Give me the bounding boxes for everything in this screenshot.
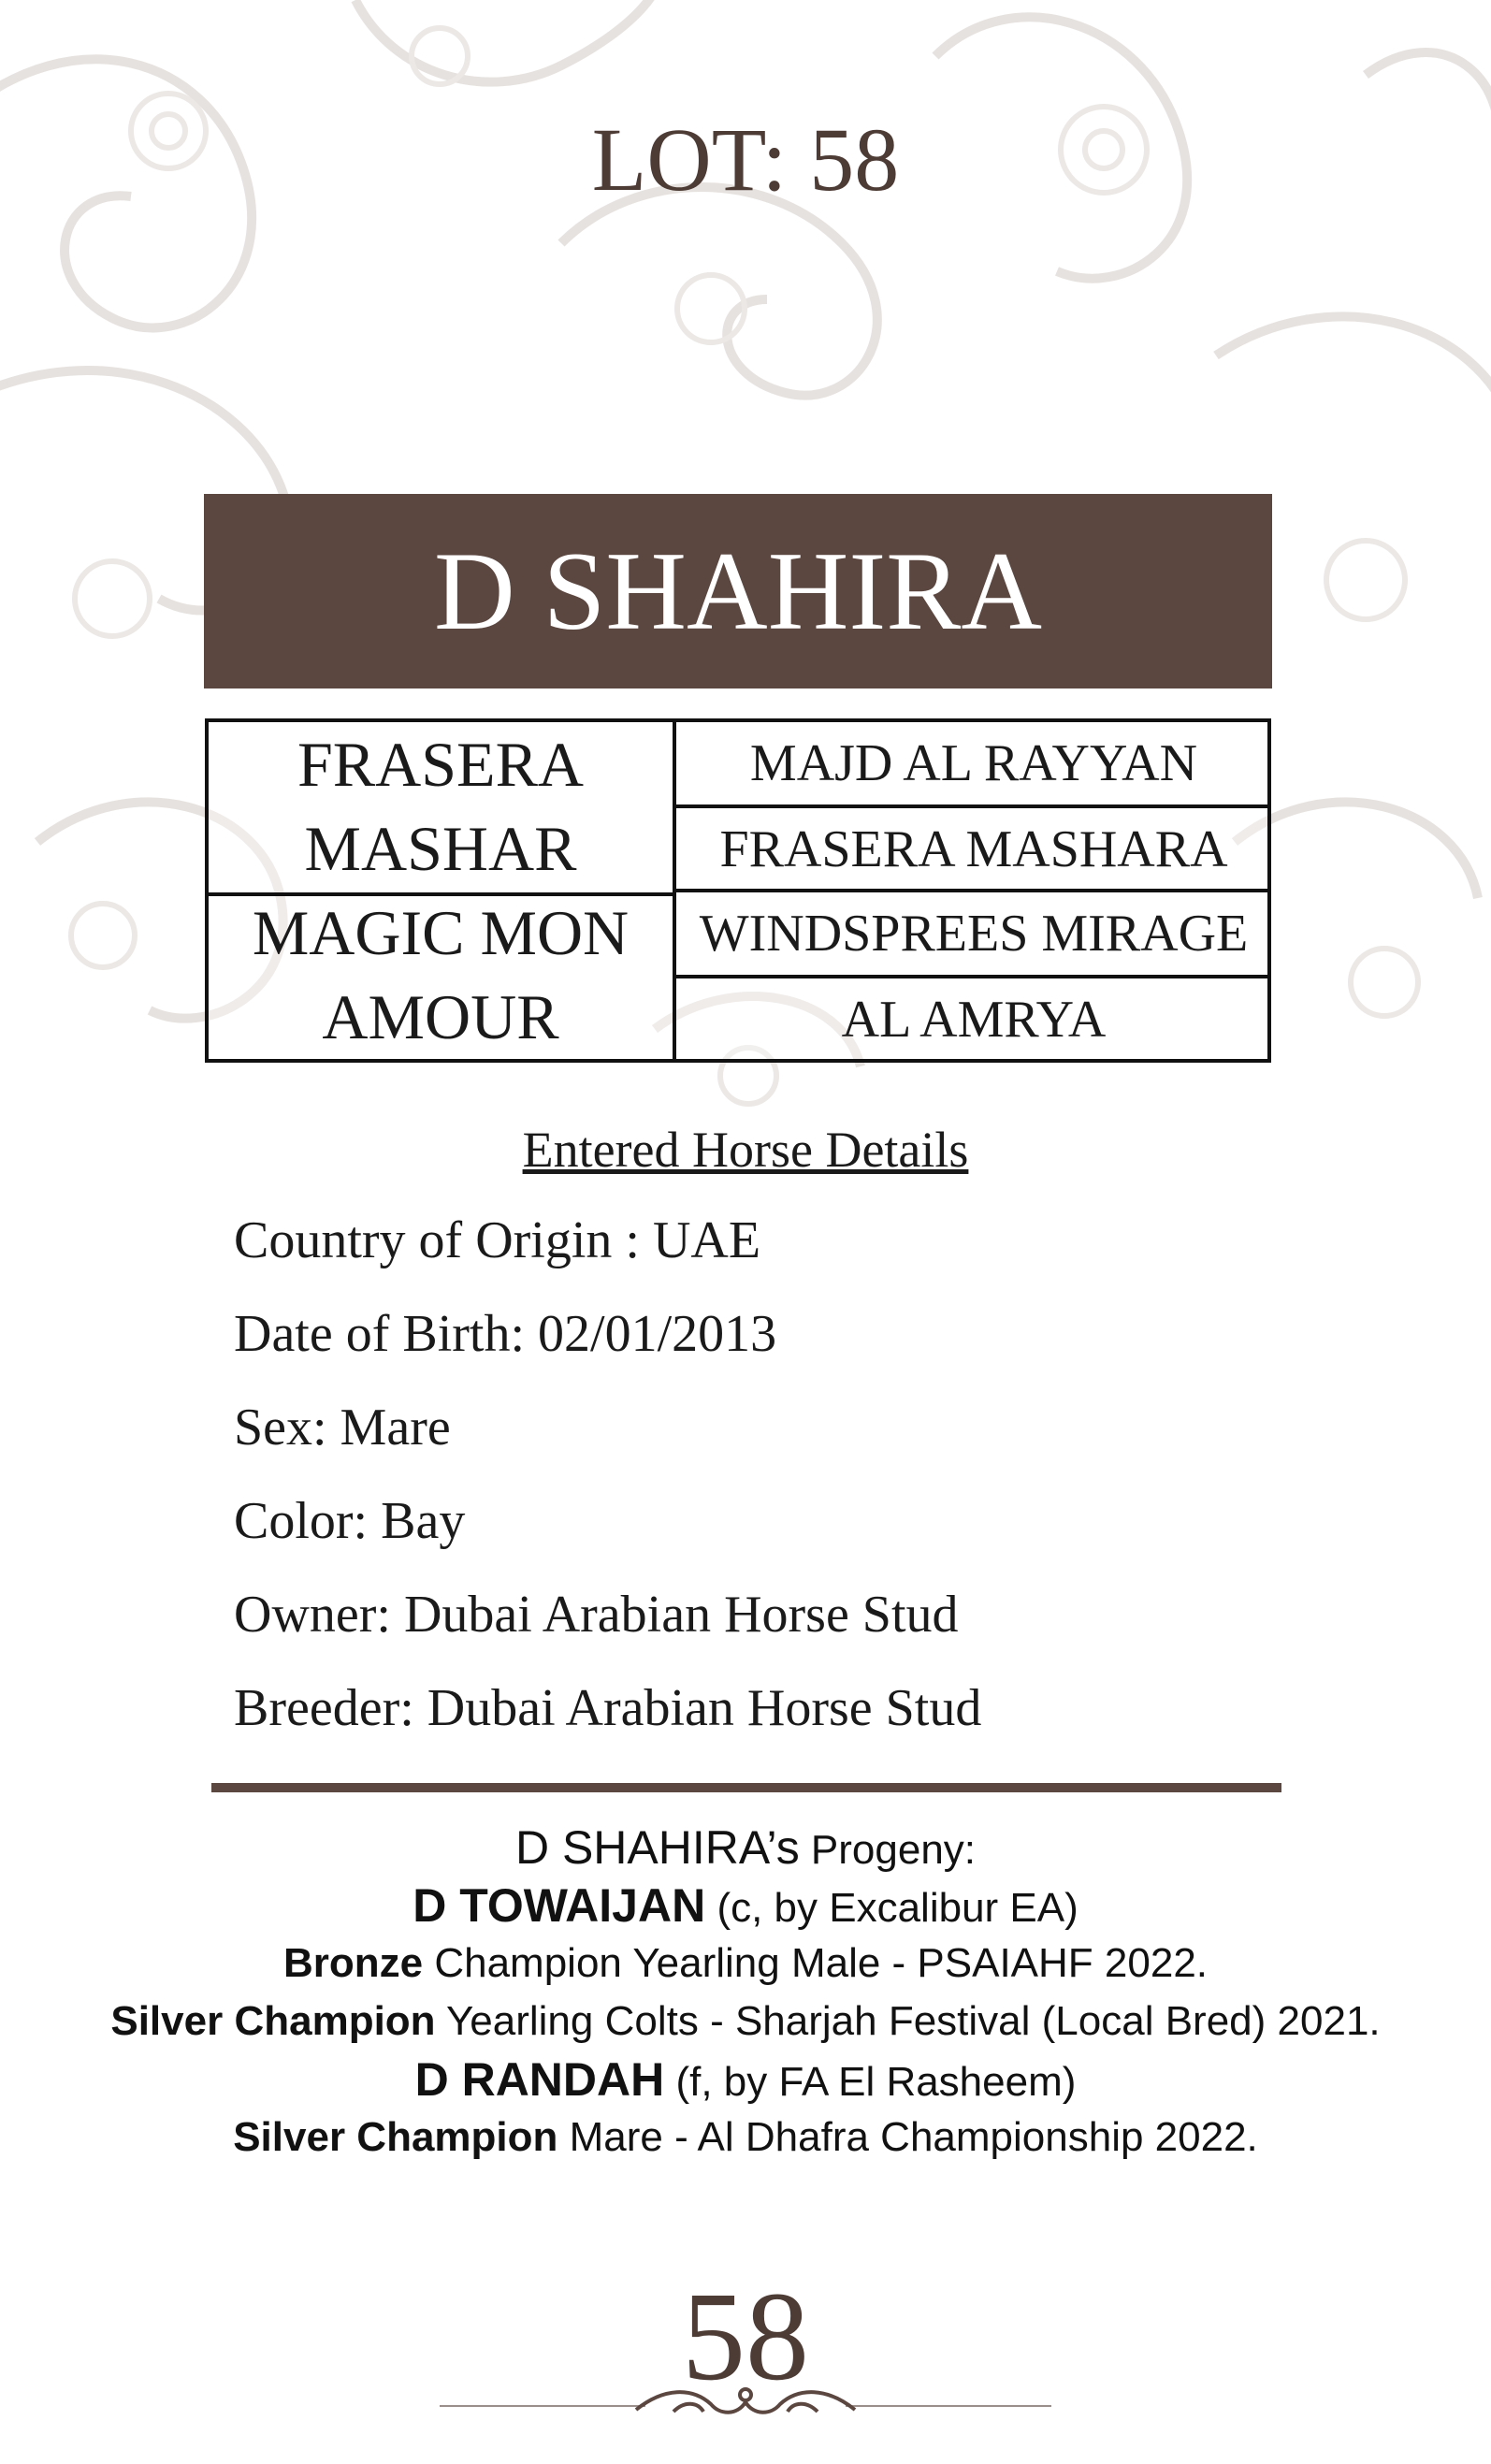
page-number: 58 bbox=[682, 2267, 809, 2407]
progeny-heading bbox=[0, 1819, 1491, 1877]
award-detail: Yearling Colts - Sharjah Festival (Local Bred) 2021. bbox=[435, 1998, 1381, 2044]
pedigree-sire bbox=[209, 722, 673, 892]
pedigree-divider-horizontal bbox=[209, 892, 676, 896]
offspring-award bbox=[0, 2109, 1491, 2167]
award-detail: Champion Yearling Male - PSAIAHF 2022. bbox=[423, 1940, 1209, 1986]
offspring-name-line bbox=[0, 2051, 1491, 2109]
pedigree-sire-dam: FRASERA MASHARA bbox=[719, 820, 1228, 878]
award-title: Silver Champion bbox=[233, 2114, 558, 2160]
pedigree-dam-sire: WINDSPREES MIRAGE bbox=[699, 905, 1249, 963]
offspring-name: D RANDAH bbox=[414, 2053, 665, 2106]
pedigree-sire-name: FRASERA MASHAR bbox=[297, 729, 585, 884]
offspring-name-line bbox=[0, 1877, 1491, 1935]
pedigree-sire-sire: MAJD AL RAYYAN bbox=[749, 734, 1198, 792]
offspring-info: (f, by FA El Rasheem) bbox=[664, 2059, 1077, 2105]
pedigree-dam-name: MAGIC MON AMOUR bbox=[252, 897, 630, 1052]
detail-owner: Owner: Dubai Arabian Horse Stud bbox=[234, 1586, 959, 1644]
progeny-section bbox=[0, 1819, 1491, 2167]
flourish-ornament-icon bbox=[440, 2378, 1051, 2434]
pedigree-table bbox=[205, 718, 1271, 1063]
horse-name: D SHAHIRA bbox=[433, 529, 1043, 653]
offspring-info: (c, by Excalibur EA) bbox=[705, 1885, 1078, 1931]
offspring-award bbox=[0, 1993, 1491, 2051]
award-title: Bronze bbox=[282, 1940, 424, 1986]
horse-name-banner bbox=[204, 494, 1272, 688]
offspring-award bbox=[0, 1935, 1491, 1993]
detail-sex: Sex: Mare bbox=[234, 1399, 451, 1457]
award-title: Silver Champion bbox=[110, 1998, 436, 2044]
lot-title: LOT: 58 bbox=[591, 109, 900, 210]
section-divider bbox=[211, 1783, 1281, 1792]
pedigree-dam bbox=[209, 892, 673, 1059]
pedigree-dam-dam: AL AMRYA bbox=[841, 991, 1107, 1049]
detail-country: Country of Origin : UAE bbox=[234, 1211, 761, 1269]
detail-date-of-birth: Date of Birth: 02/01/2013 bbox=[234, 1305, 777, 1363]
award-detail: Mare - Al Dhafra Championship 2022. bbox=[557, 2114, 1258, 2160]
detail-breeder: Breeder: Dubai Arabian Horse Stud bbox=[234, 1679, 982, 1737]
detail-color: Color: Bay bbox=[234, 1492, 466, 1550]
progeny-heading-name: D SHAHIRA’s bbox=[514, 1821, 800, 1874]
offspring-name: D TOWAIJAN bbox=[413, 1879, 706, 1932]
horse-details-list bbox=[234, 1207, 981, 1768]
progeny-heading-label: Progeny: bbox=[799, 1827, 977, 1873]
details-heading: Entered Horse Details bbox=[522, 1122, 969, 1178]
